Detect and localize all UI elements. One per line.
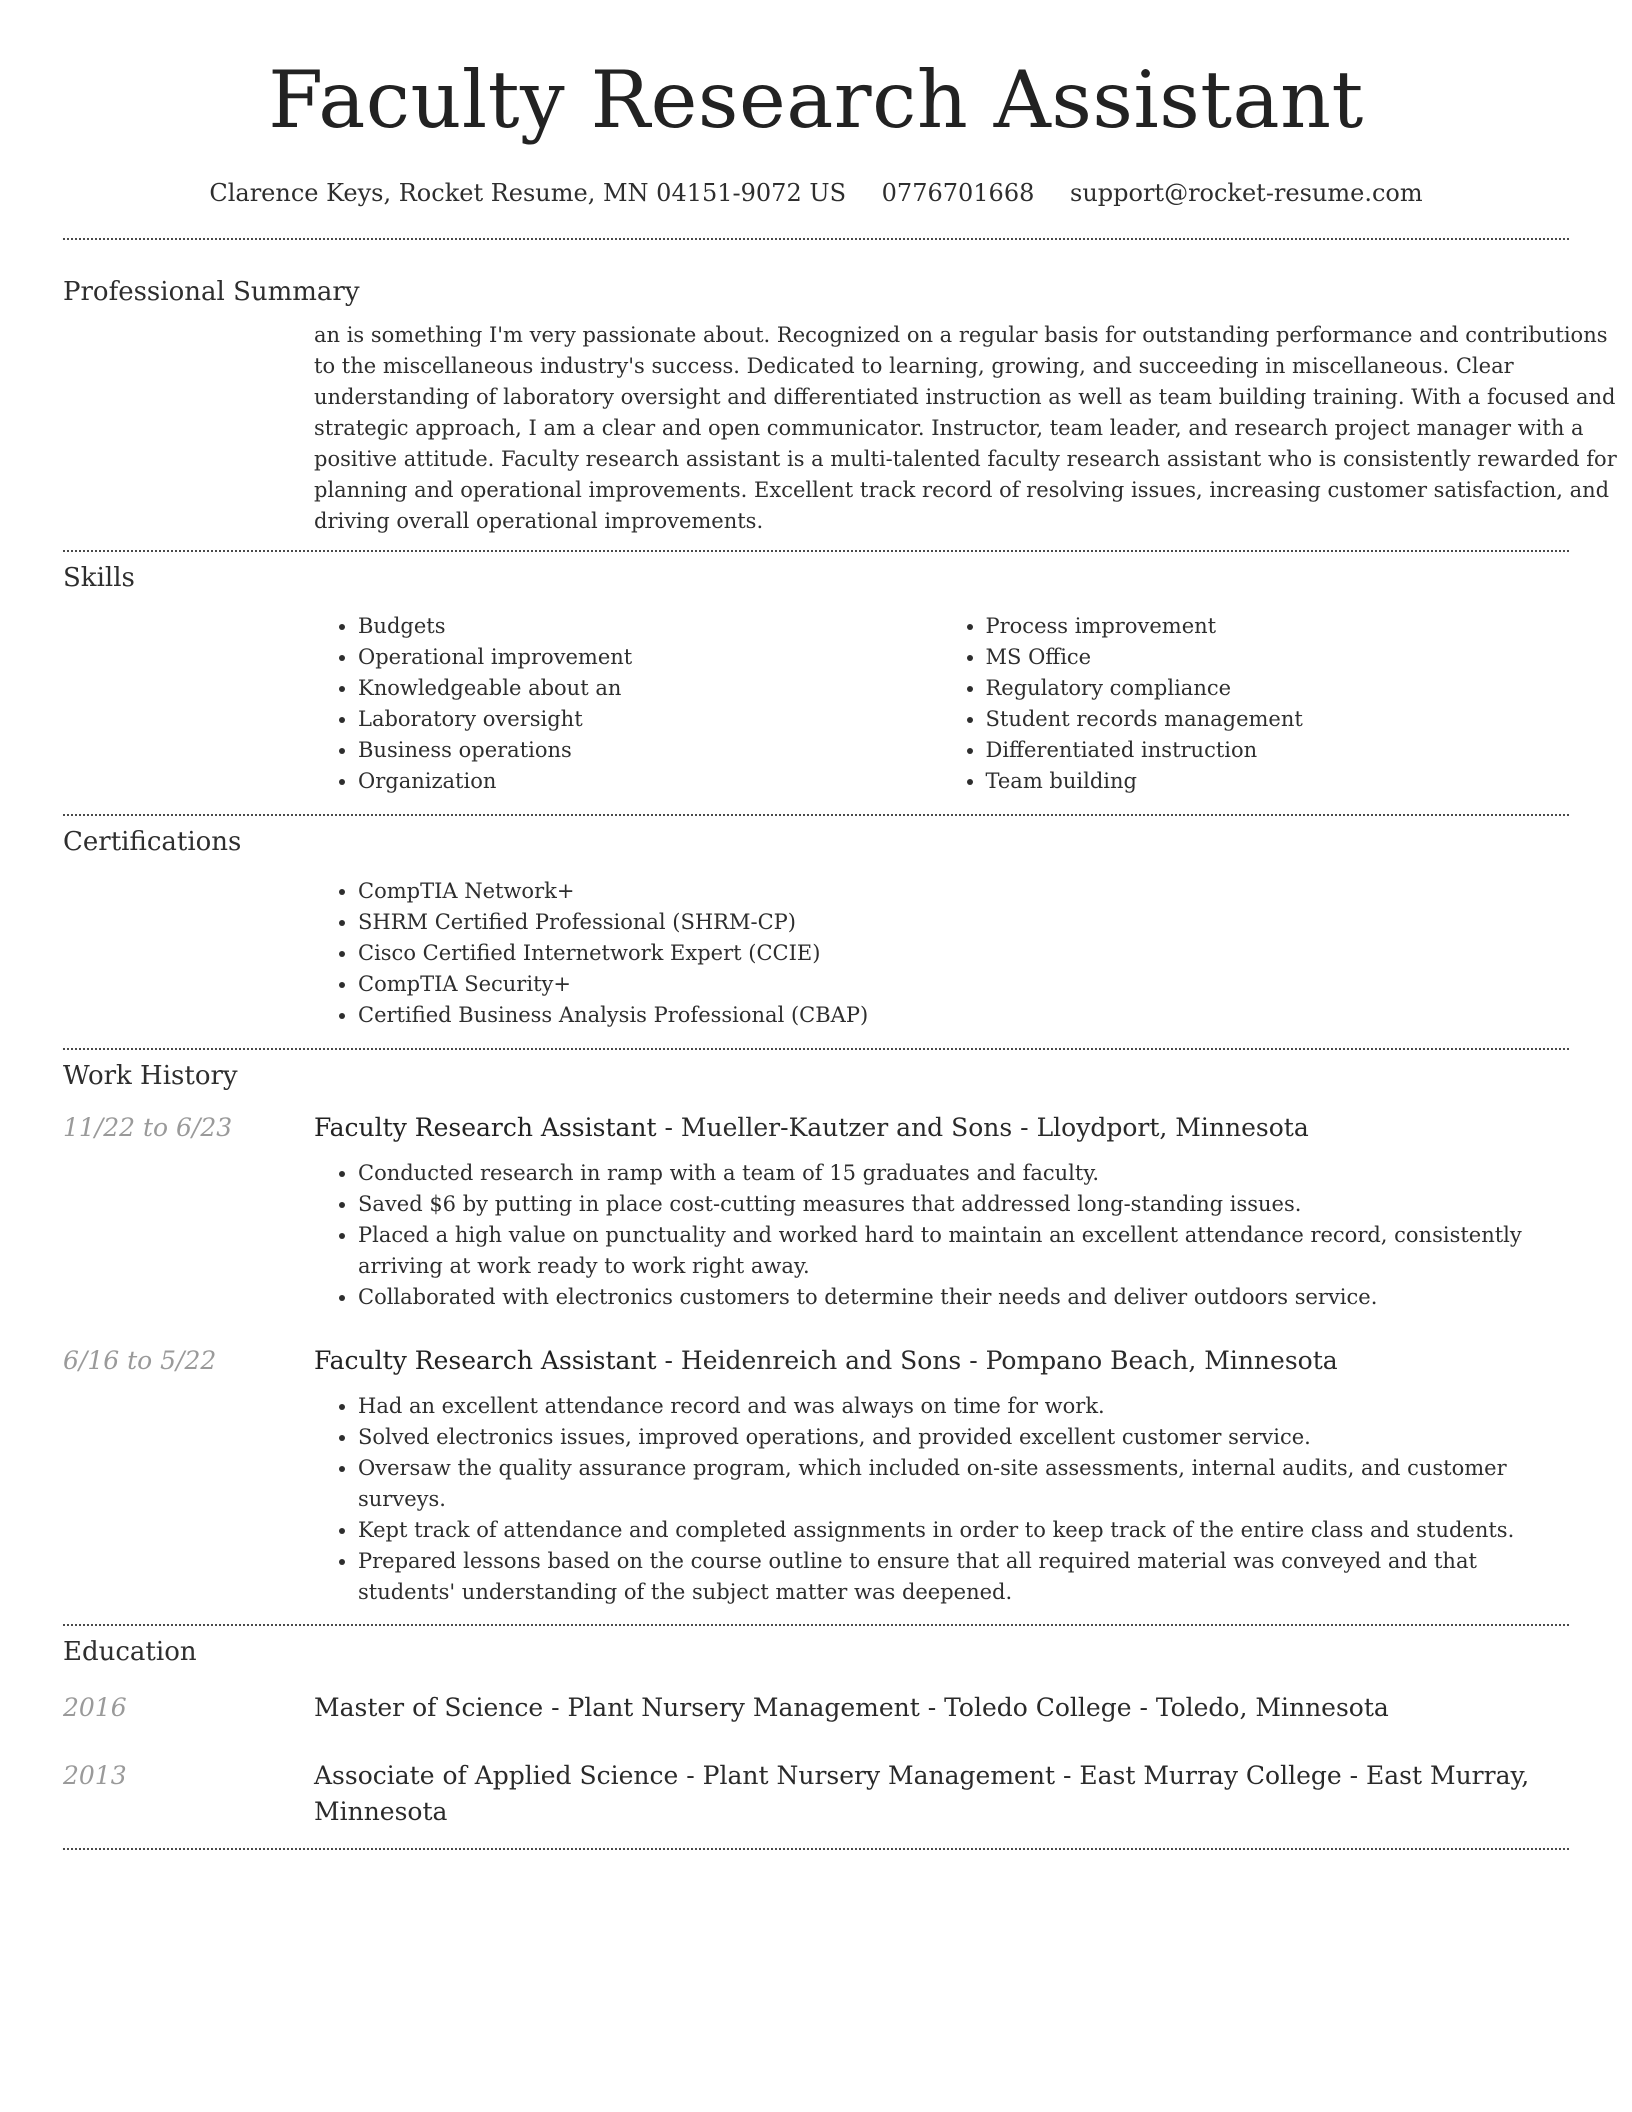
divider bbox=[63, 550, 1569, 552]
job-entry bbox=[63, 1110, 1569, 1313]
job-title bbox=[314, 1110, 1569, 1146]
skill-item: • Business operations bbox=[358, 735, 942, 766]
skills-section bbox=[314, 611, 1569, 797]
education-entry bbox=[63, 1758, 1569, 1830]
certifications-heading: Certifications bbox=[63, 827, 242, 857]
job-bullet: • Conducted research in ramp with a team of 15 graduates and faculty. bbox=[358, 1158, 1569, 1189]
job-bullet: • Prepared lessons based on the course outline to ensure that all required material was conveyed and that students' understanding of the subject matter was deepened. bbox=[358, 1546, 1569, 1608]
job-bullet: • Kept track of attendance and completed assignments in order to keep track of the entire class and students. bbox=[358, 1515, 1569, 1546]
contact-line bbox=[63, 178, 1569, 208]
job-bullet: • Solved electronics issues, improved operations, and provided excellent customer service. bbox=[358, 1422, 1569, 1453]
job-role: Faculty Research Assistant bbox=[314, 1113, 657, 1142]
skill-item: • MS Office bbox=[986, 642, 1570, 673]
divider bbox=[63, 814, 1569, 816]
divider bbox=[63, 238, 1569, 240]
education-details: Master of Science - Plant Nursery Management - Toledo College - Toledo, Minnesota bbox=[314, 1693, 1389, 1722]
summary-heading: Professional Summary bbox=[63, 277, 360, 307]
education-year: 2016 bbox=[63, 1693, 127, 1722]
skill-item: • Operational improvement bbox=[358, 642, 942, 673]
education-heading: Education bbox=[63, 1637, 197, 1667]
job-bullets bbox=[314, 1158, 1569, 1313]
job-title bbox=[314, 1343, 1569, 1379]
job-entry bbox=[63, 1343, 1569, 1608]
certification-item: • CompTIA Network+ bbox=[358, 876, 1569, 907]
divider bbox=[63, 1048, 1569, 1050]
job-bullet: • Collaborated with electronics customers to determine their needs and deliver outdoors service. bbox=[358, 1282, 1569, 1313]
job-dates: 11/22 to 6/23 bbox=[63, 1113, 233, 1142]
skill-item: • Student records management bbox=[986, 704, 1570, 735]
education-entry bbox=[63, 1690, 1569, 1726]
job-bullet: • Had an excellent attendance record and was always on time for work. bbox=[358, 1391, 1569, 1422]
job-details: - Heidenreich and Sons - Pompano Beach, Minnesota bbox=[656, 1346, 1338, 1375]
certifications-section bbox=[314, 876, 1569, 1031]
skill-item: • Team building bbox=[986, 766, 1570, 797]
contact-phone: 0776701668 bbox=[881, 179, 1035, 207]
skill-item: • Budgets bbox=[358, 611, 942, 642]
skill-item: • Process improvement bbox=[986, 611, 1570, 642]
contact-address: Clarence Keys, Rocket Resume, MN 04151-9072 US bbox=[209, 179, 847, 207]
education-year: 2013 bbox=[63, 1761, 127, 1790]
certification-item: • CompTIA Security+ bbox=[358, 969, 1569, 1000]
job-bullet: • Oversaw the quality assurance program, which included on-site assessments, internal audits, and customer surveys. bbox=[358, 1453, 1569, 1515]
job-details: - Mueller-Kautzer and Sons - Lloydport, Minnesota bbox=[656, 1113, 1309, 1142]
skill-item: • Regulatory compliance bbox=[986, 673, 1570, 704]
certification-item: • Certified Business Analysis Professional (CBAP) bbox=[358, 1000, 1569, 1031]
skill-item: • Organization bbox=[358, 766, 942, 797]
divider bbox=[63, 1624, 1569, 1626]
certifications-list bbox=[314, 876, 1569, 1031]
certification-item: • Cisco Certified Internetwork Expert (CCIE) bbox=[358, 938, 1569, 969]
job-role: Faculty Research Assistant bbox=[314, 1346, 657, 1375]
skills-list-right bbox=[942, 611, 1570, 797]
education-details: Associate of Applied Science - Plant Nursery Management - East Murray College - East Murray, Minnesota bbox=[314, 1761, 1530, 1826]
summary-text: an is something I'm very passionate about. Recognized on a regular basis for outstanding performance and contributions to the miscellaneous industry's success. Dedicated to learning, growing, and succeeding in miscellaneous. Clear understanding of laboratory oversight and differentiated instruction as well as team building training. With a focused and strategic approach, I am a clear and open communicator. Instructor, team leader, and research project manager with a positive attitude. Faculty research assistant is a multi-talented faculty research assistant who is consistently rewarded for planning and operational improvements. Excellent track record of resolving issues, increasing customer satisfaction, and driving overall operational improvements. bbox=[314, 323, 1617, 533]
certification-item: • SHRM Certified Professional (SHRM-CP) bbox=[358, 907, 1569, 938]
skill-item: • Knowledgeable about an bbox=[358, 673, 942, 704]
work-history-heading: Work History bbox=[63, 1061, 238, 1091]
divider bbox=[63, 1848, 1569, 1850]
resume-title: Faculty Research Assistant bbox=[268, 54, 1364, 146]
job-bullet: • Placed a high value on punctuality and worked hard to maintain an excellent attendance record, consistently arriving at work ready to work right away. bbox=[358, 1220, 1569, 1282]
job-bullets bbox=[314, 1391, 1569, 1608]
skills-list-left bbox=[314, 611, 942, 797]
job-bullet: • Saved $6 by putting in place cost-cutting measures that addressed long-standing issues. bbox=[358, 1189, 1569, 1220]
summary-section bbox=[314, 320, 1617, 537]
skills-heading: Skills bbox=[63, 563, 135, 593]
skill-item: • Laboratory oversight bbox=[358, 704, 942, 735]
job-dates: 6/16 to 5/22 bbox=[63, 1346, 217, 1375]
skill-item: • Differentiated instruction bbox=[986, 735, 1570, 766]
contact-email: support@rocket-resume.com bbox=[1070, 179, 1423, 207]
